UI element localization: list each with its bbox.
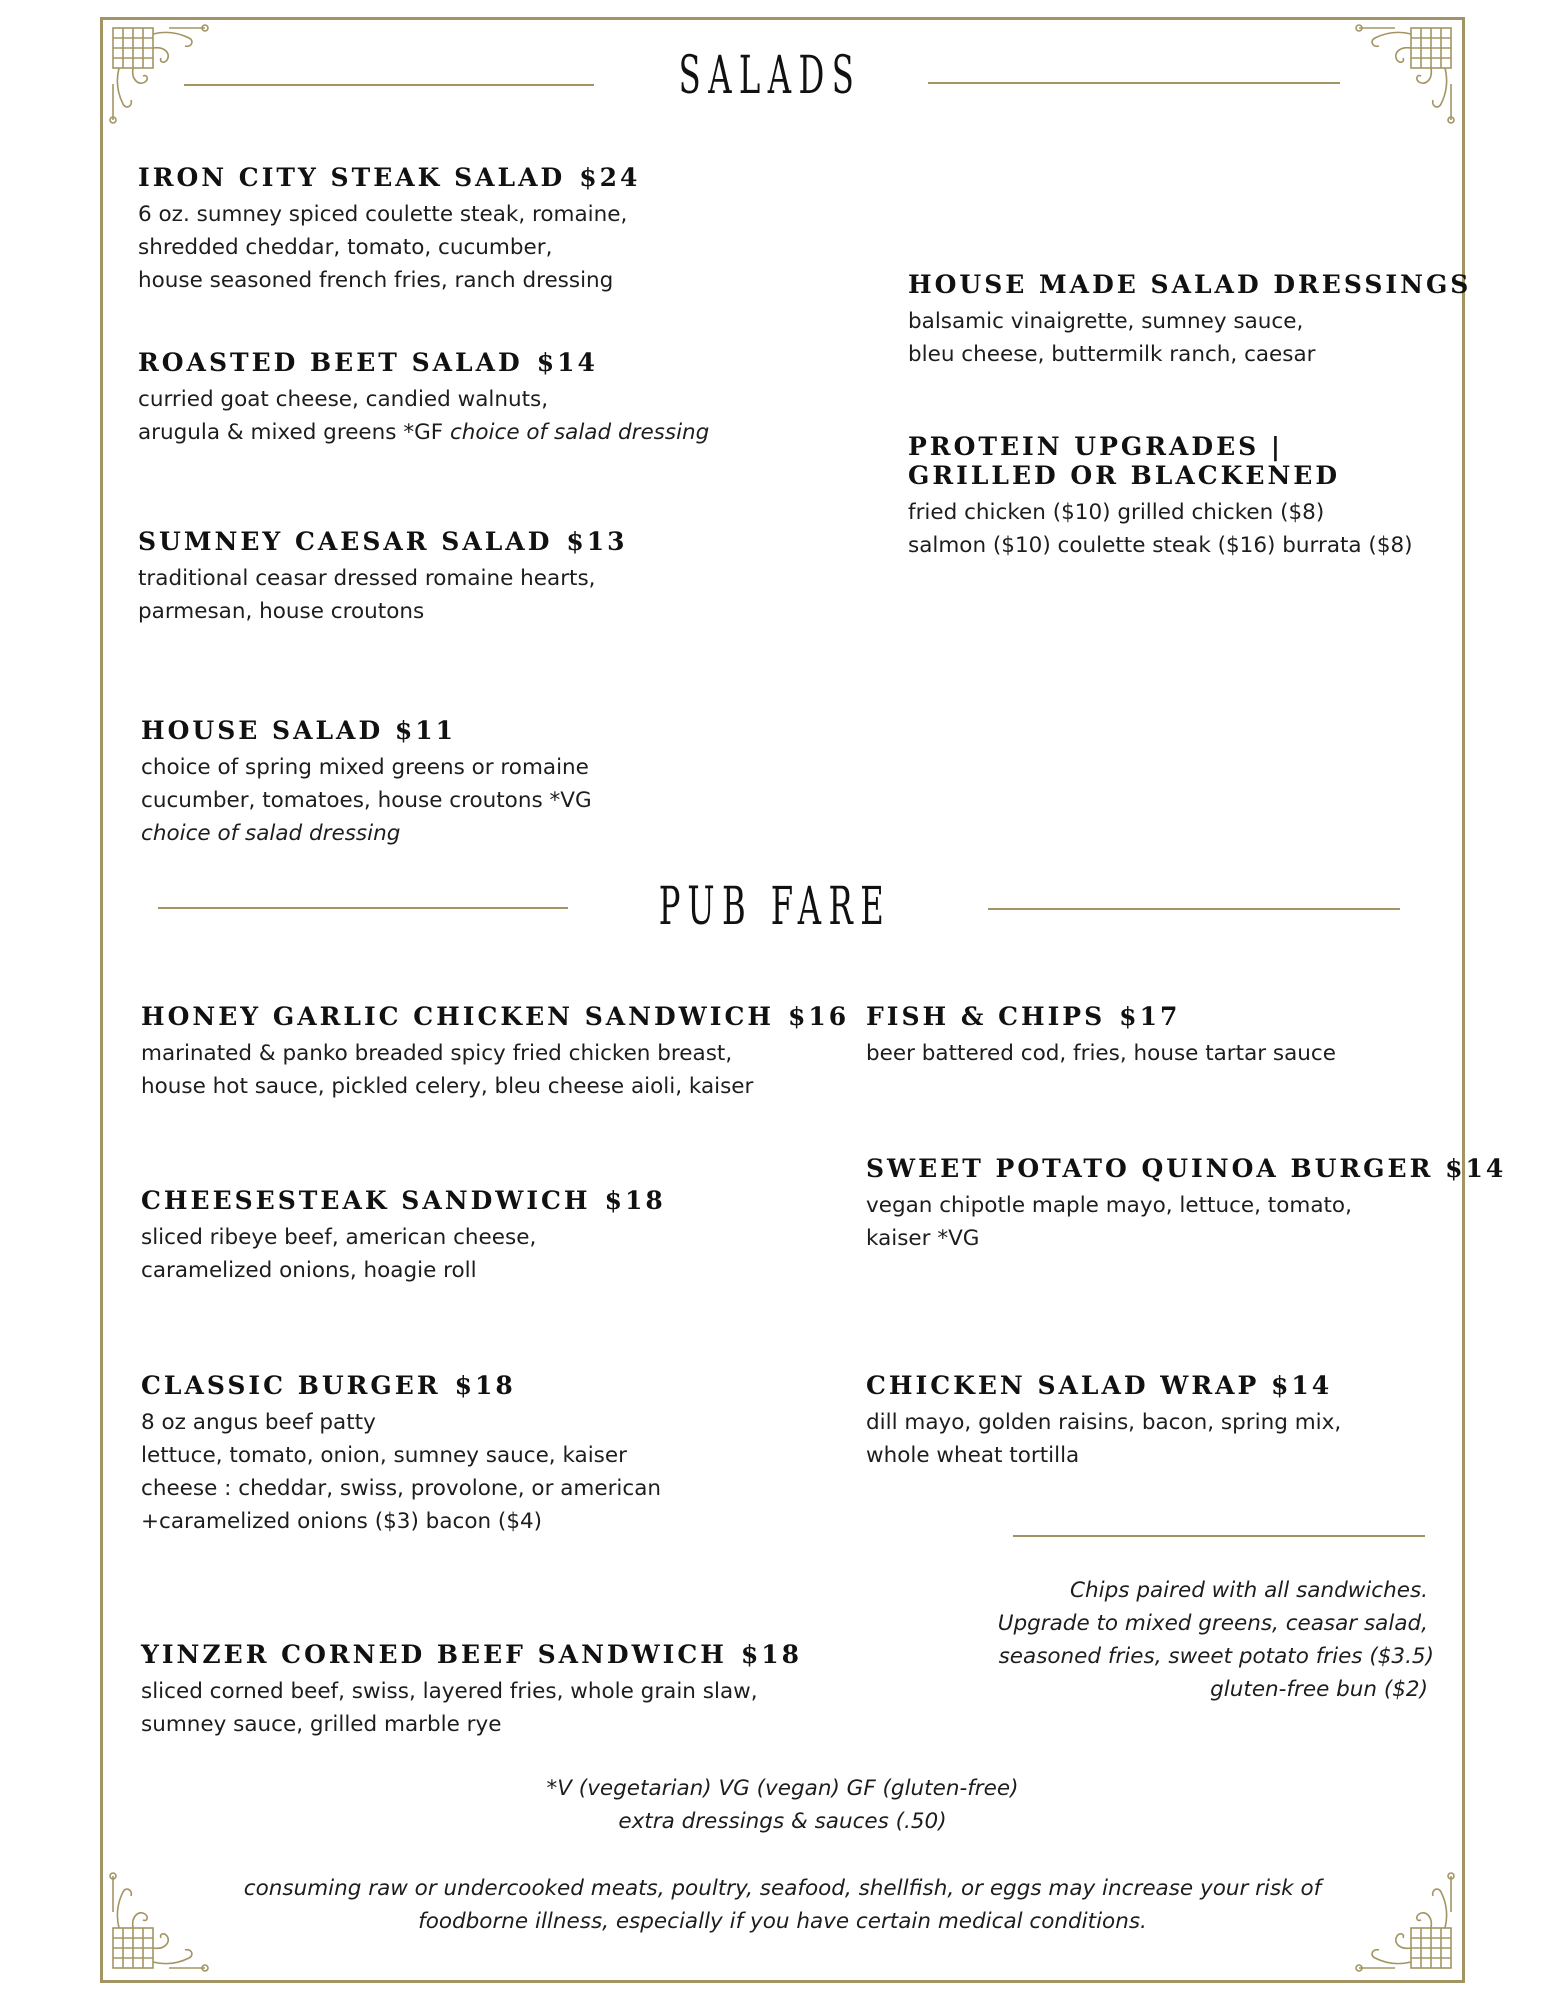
item-price: $13 <box>566 527 628 556</box>
salads-title: SALADS <box>678 46 862 106</box>
item-name: CHICKEN SALAD WRAP $14 <box>866 1371 1333 1400</box>
sides-divider <box>1013 1535 1425 1537</box>
item-description: +caramelized onions ($3) bacon ($4) <box>141 1509 543 1534</box>
menu-item-cheesesteak-sandwich <box>141 1186 666 1287</box>
item-description: whole wheat tortilla <box>866 1443 1080 1468</box>
item-description: kaiser *VG <box>866 1226 980 1251</box>
protein-upgrades <box>908 432 1413 562</box>
item-name: SUMNEY CAESAR SALAD <box>138 527 553 556</box>
dressing-note: choice of salad dressing <box>141 821 401 846</box>
note-line: Chips paired with all sandwiches. <box>1070 1578 1428 1603</box>
item-description: 8 oz angus beef patty <box>141 1410 376 1435</box>
item-name: SWEET POTATO QUINOA BURGER $14 <box>866 1154 1507 1183</box>
item-description: vegan chipotle maple mayo, lettuce, tomato, <box>866 1193 1352 1218</box>
menu-item-sweet-potato-quinoa-burger <box>866 1154 1506 1255</box>
note-line: Upgrade to mixed greens, ceasar salad, <box>997 1611 1428 1636</box>
header-rule-right <box>988 908 1400 910</box>
item-description: 6 oz. sumney spiced coulette steak, romaine, <box>138 202 628 227</box>
item-name: ROASTED BEET SALAD <box>138 348 523 377</box>
item-description: balsamic vinaigrette, sumney sauce, <box>908 309 1304 334</box>
menu-item-yinzer-corned-beef-sandwich <box>141 1640 802 1741</box>
item-description: salmon ($10) coulette steak ($16) burrata ($8) <box>908 533 1413 558</box>
item-description: traditional ceasar dressed romaine hearts, <box>138 566 596 591</box>
item-name: CLASSIC BURGER <box>141 1371 441 1400</box>
item-name: HOUSE MADE SALAD DRESSINGS <box>908 270 1472 299</box>
item-name: PROTEIN UPGRADES | <box>908 432 1283 461</box>
item-description: cheese : cheddar, swiss, provolone, or american <box>141 1476 662 1501</box>
item-name: HONEY GARLIC CHICKEN SANDWICH <box>141 1002 774 1031</box>
menu-item-chicken-salad-wrap <box>866 1371 1341 1472</box>
item-description: sumney sauce, grilled marble rye <box>141 1712 502 1737</box>
item-price: $16 <box>787 1002 850 1031</box>
warning-line: foodborne illness, especially if you have certain medical conditions. <box>418 1909 1147 1934</box>
item-description: bleu cheese, buttermilk ranch, caesar <box>908 342 1316 367</box>
item-price: $14 <box>536 348 598 377</box>
item-price: $18 <box>604 1186 666 1215</box>
item-name: YINZER CORNED BEEF SANDWICH <box>141 1640 727 1669</box>
item-price: $24 <box>579 163 641 192</box>
warning-line: consuming raw or undercooked meats, poultry, seafood, shellfish, or eggs may increase your risk of <box>243 1876 1322 1901</box>
header-rule-left <box>158 907 568 909</box>
item-description: house seasoned french fries, ranch dressing <box>138 268 614 293</box>
item-description: caramelized onions, hoagie roll <box>141 1258 477 1283</box>
item-price: $18 <box>454 1371 516 1400</box>
item-description: cucumber, tomatoes, house croutons *VG <box>141 788 592 813</box>
item-description: beer battered cod, fries, house tartar sauce <box>866 1041 1336 1066</box>
item-description: shredded cheddar, tomato, cucumber, <box>138 235 553 260</box>
item-description: marinated & panko breaded spicy fried chicken breast, <box>141 1041 733 1066</box>
item-price: $17 <box>1119 1002 1181 1031</box>
menu-item-roasted-beet-salad <box>138 348 709 449</box>
sides-note <box>997 1574 1434 1706</box>
item-description: sliced corned beef, swiss, layered fries, whole grain slaw, <box>141 1679 758 1704</box>
item-description <box>141 817 592 850</box>
note-line: seasoned fries, sweet potato fries ($3.5) <box>998 1644 1434 1669</box>
item-name: CHEESESTEAK SANDWICH <box>141 1186 591 1215</box>
item-description: dill mayo, golden raisins, bacon, spring mix, <box>866 1410 1342 1435</box>
item-name: IRON CITY STEAK SALAD <box>138 163 566 192</box>
food-safety-warning <box>150 1872 1415 1938</box>
menu-item-fish-and-chips <box>866 1002 1336 1070</box>
item-description: parmesan, house croutons <box>138 599 425 624</box>
pub-fare-title: PUB FARE <box>658 877 892 937</box>
note-line: gluten-free bun ($2) <box>1210 1677 1428 1702</box>
menu-item-house-salad <box>141 716 592 850</box>
ornamental-corner-icon <box>109 24 219 134</box>
dressing-note: choice of salad dressing <box>449 420 710 445</box>
menu-item-honey-garlic-chicken-sandwich <box>141 1002 849 1103</box>
menu-item-iron-city-steak-salad <box>138 163 640 297</box>
item-price: $18 <box>740 1640 803 1669</box>
item-description: curried goat cheese, candied walnuts, <box>138 387 549 412</box>
menu-item-classic-burger <box>141 1371 661 1538</box>
item-description: lettuce, tomato, onion, sumney sauce, kaiser <box>141 1443 627 1468</box>
item-description: house hot sauce, pickled celery, bleu cheese aioli, kaiser <box>141 1074 754 1099</box>
item-description: fried chicken ($10) grilled chicken ($8) <box>908 500 1325 525</box>
item-name: FISH & CHIPS <box>866 1002 1106 1031</box>
item-name: HOUSE SALAD $11 <box>141 716 457 745</box>
dietary-legend <box>150 1772 1415 1838</box>
house-made-dressings <box>908 270 1471 371</box>
ornamental-corner-icon <box>1345 24 1455 134</box>
legend-line: *V (vegetarian) VG (vegan) GF (gluten-free) <box>546 1776 1019 1801</box>
header-rule-left <box>184 84 594 86</box>
header-rule-right <box>928 82 1340 84</box>
item-name: GRILLED OR BLACKENED <box>908 461 1341 490</box>
legend-line: extra dressings & sauces (.50) <box>618 1809 947 1834</box>
menu-item-sumney-caesar-salad <box>138 527 628 628</box>
item-description: choice of spring mixed greens or romaine <box>141 755 589 780</box>
item-description: arugula & mixed greens *GF choice of salad dressing <box>138 420 710 445</box>
item-description: sliced ribeye beef, american cheese, <box>141 1225 537 1250</box>
